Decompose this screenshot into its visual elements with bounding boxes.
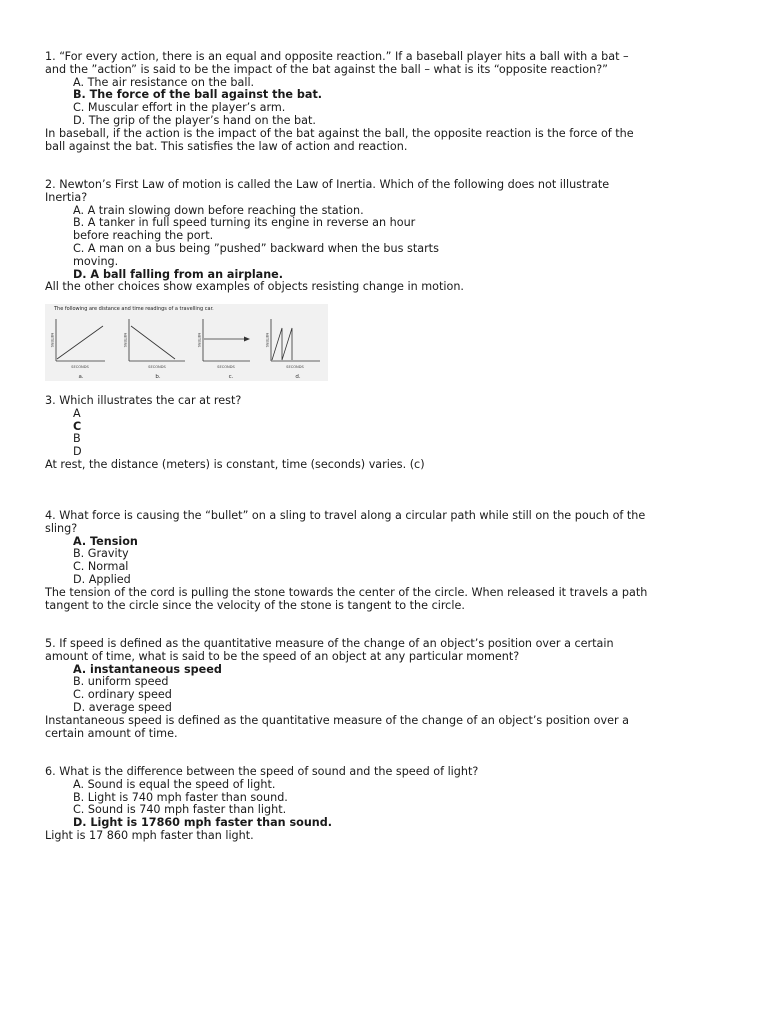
explanation: Instantaneous speed is defined as the quantitative measure of the change of an object’s position over a xyxy=(45,713,630,727)
graph-d-xlabel: SECONDS xyxy=(286,365,304,369)
choice-c: C. A man on a bus being ”pushed” backward when the bus starts xyxy=(73,241,439,255)
choice-b: B xyxy=(73,432,81,446)
choice-d: D xyxy=(73,445,82,459)
choice-b: B. A tanker in full speed turning its engine in reverse an hour xyxy=(73,216,416,230)
choice-a-answer: A. instantaneous speed xyxy=(73,662,222,676)
explanation: In baseball, if the action is the impact of the bat against the ball, the opposite reaction is the force of the xyxy=(45,126,634,140)
graph-a xyxy=(56,319,105,361)
choice-b-answer: B. The force of the ball against the bat. xyxy=(73,88,323,102)
choice-c: C. Muscular effort in the player’s arm. xyxy=(73,101,286,115)
explanation: All the other choices show examples of objects resisting change in motion. xyxy=(45,280,464,294)
graph-d-ylabel: METERS xyxy=(265,332,269,348)
figure-title: The following are distance and time readings of a travelling car. xyxy=(54,306,214,312)
graph-a-line xyxy=(57,326,103,359)
question-text: and the ”action” is said to be the impact of the bat against the ball – what is its “opposite reaction?” xyxy=(45,62,608,76)
graph-c-letter: c. xyxy=(228,374,234,380)
question-text: 6. What is the difference between the speed of sound and the speed of light? xyxy=(45,765,479,778)
question-text: 2. Newton’s First Law of motion is called the Law of Inertia. Which of the following does not illustrate xyxy=(45,178,610,191)
graphs-svg xyxy=(45,304,328,381)
explanation: ball against the bat. This satisfies the law of action and reaction. xyxy=(45,139,408,153)
distance-time-figure xyxy=(45,304,328,381)
graph-d xyxy=(271,319,320,361)
explanation: At rest, the distance (meters) is constant, time (seconds) varies. (c) xyxy=(45,457,425,471)
explanation: Light is 17 860 mph faster than light. xyxy=(45,828,254,842)
question-text: 4. What force is causing the “bullet” on a sling to travel along a circular path while still on the pouch of the xyxy=(45,509,646,522)
question-text: 5. If speed is defined as the quantitative measure of the change of an object’s position over a certain xyxy=(45,637,614,650)
explanation: The tension of the cord is pulling the stone towards the center of the circle. When released it travels a path xyxy=(45,585,648,599)
choice-c: C. Sound is 740 mph faster than light. xyxy=(73,803,287,817)
explanation: tangent to the circle since the velocity of the stone is tangent to the circle. xyxy=(45,598,465,612)
graph-a-xlabel: SECONDS xyxy=(71,365,89,369)
question-4 xyxy=(45,510,725,612)
graph-b-ylabel: METERS xyxy=(123,332,127,348)
choice-a-answer: A. Tension xyxy=(73,534,138,548)
graph-a-ylabel: METERS xyxy=(50,332,54,348)
question-text: Inertia? xyxy=(45,190,88,204)
choice-a: A xyxy=(73,406,81,420)
graph-d-line xyxy=(272,328,292,360)
graph-c-xlabel: SECONDS xyxy=(217,365,235,369)
graph-c-arrowhead xyxy=(244,337,250,342)
graph-b-line xyxy=(131,326,175,359)
question-text: 1. “For every action, there is an equal and opposite reaction.” If a baseball player hits a ball with a bat – xyxy=(45,50,629,63)
choice-a: A. The air resistance on the ball. xyxy=(73,75,255,89)
choice-b: B. uniform speed xyxy=(73,675,169,689)
graph-a-letter: a. xyxy=(78,374,84,380)
choice-a: A. A train slowing down before reaching the station. xyxy=(73,203,364,217)
question-2 xyxy=(45,179,725,294)
graph-b xyxy=(129,319,185,361)
choice-d: D. The grip of the player’s hand on the bat. xyxy=(73,113,316,127)
question-6 xyxy=(45,766,725,843)
graph-b-xlabel: SECONDS xyxy=(148,365,166,369)
question-text: sling? xyxy=(45,521,78,535)
choice-c: C. ordinary speed xyxy=(73,688,172,702)
choice-d: D. Applied xyxy=(73,572,131,586)
choice-d-answer: D. Light is 17860 mph faster than sound. xyxy=(73,816,333,830)
question-text: 3. Which illustrates the car at rest? xyxy=(45,394,242,407)
graph-b-letter: b. xyxy=(155,374,161,380)
question-1 xyxy=(45,51,725,153)
choice-c-cont: moving. xyxy=(73,254,119,268)
graph-c-ylabel: METERS xyxy=(197,332,201,348)
explanation: certain amount of time. xyxy=(45,726,178,740)
graph-c xyxy=(203,319,250,361)
question-3 xyxy=(45,395,725,472)
choice-a: A. Sound is equal the speed of light. xyxy=(73,777,276,791)
choice-b: B. Light is 740 mph faster than sound. xyxy=(73,790,288,804)
question-5 xyxy=(45,638,725,740)
choice-c: C. Normal xyxy=(73,560,129,574)
choice-d-answer: D. A ball falling from an airplane. xyxy=(73,267,284,281)
graph-d-letter: d. xyxy=(295,374,301,380)
choice-b-cont: before reaching the port. xyxy=(73,229,214,243)
choice-c-answer: C xyxy=(73,419,82,433)
choice-d: D. average speed xyxy=(73,700,172,714)
choice-b: B. Gravity xyxy=(73,547,129,561)
question-text: amount of time, what is said to be the speed of an object at any particular moment? xyxy=(45,649,520,663)
